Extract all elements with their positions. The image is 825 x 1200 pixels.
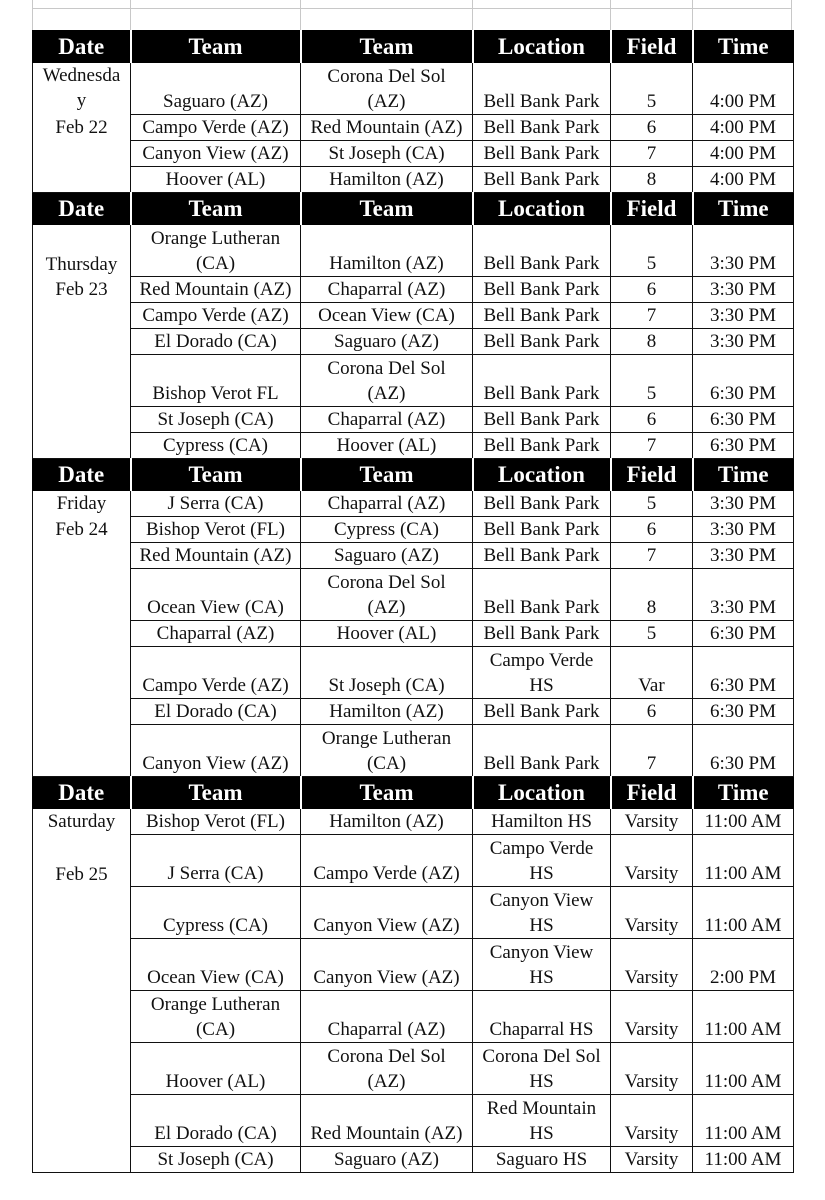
location-cell-line: Canyon View	[489, 890, 594, 911]
header-team-1: Team	[131, 777, 301, 809]
team-2-cell-line: Corona Del Sol	[327, 572, 446, 593]
team-2-cell: Chaparral (AZ)	[301, 277, 473, 303]
header-row	[33, 459, 794, 491]
time-cell: 6:30 PM	[693, 699, 794, 725]
location-cell-line: Campo Verde	[489, 838, 594, 859]
time-cell: 6:30 PM	[693, 725, 794, 777]
location-cell: Bell Bank Park	[473, 491, 611, 517]
top-ruled-row	[32, 0, 792, 31]
date-cell	[33, 303, 131, 329]
table-row	[33, 621, 794, 647]
table-row	[33, 277, 794, 303]
time-cell: 3:30 PM	[693, 543, 794, 569]
team-1-cell: Hoover (AL)	[131, 1043, 301, 1095]
location-cell-line: Corona Del Sol	[482, 1046, 601, 1067]
field-cell: Varsity	[611, 1095, 693, 1147]
field-cell: 5	[611, 63, 693, 115]
field-cell: 7	[611, 141, 693, 167]
team-1-cell: Bishop Verot (FL)	[131, 809, 301, 835]
location-cell: Bell Bank Park	[473, 277, 611, 303]
field-cell: Varsity	[611, 835, 693, 887]
location-cell-line: HS	[529, 967, 554, 988]
team-2-cell: Red Mountain (AZ)	[301, 115, 473, 141]
header-row	[33, 31, 794, 63]
table-row	[33, 699, 794, 725]
date-cell	[33, 517, 131, 543]
location-cell-line: Campo Verde	[489, 650, 594, 671]
date-label: y	[76, 90, 87, 111]
time-cell: 3:30 PM	[693, 329, 794, 355]
table-row	[33, 1147, 794, 1173]
location-cell: Bell Bank Park	[473, 569, 611, 621]
table-row	[33, 725, 794, 777]
location-cell-line: HS	[529, 675, 554, 696]
field-cell: 5	[611, 225, 693, 277]
time-cell: 4:00 PM	[693, 167, 794, 193]
team-2-cell: Red Mountain (AZ)	[301, 1095, 473, 1147]
header-date: Date	[33, 777, 131, 809]
team-2-cell-line: Corona Del Sol	[327, 358, 446, 379]
field-cell: 7	[611, 303, 693, 329]
table-row	[33, 517, 794, 543]
date-label: Friday	[56, 493, 107, 514]
date-cell	[33, 887, 131, 939]
date-cell	[33, 543, 131, 569]
team-2-cell	[301, 569, 473, 621]
team-2-cell: Hamilton (AZ)	[301, 699, 473, 725]
field-cell: 6	[611, 699, 693, 725]
time-cell: 6:30 PM	[693, 621, 794, 647]
divider	[32, 0, 33, 30]
time-cell: 11:00 AM	[693, 1043, 794, 1095]
location-cell	[473, 1043, 611, 1095]
date-cell	[33, 725, 131, 777]
location-cell: Bell Bank Park	[473, 407, 611, 433]
date-cell	[33, 569, 131, 621]
header-field: Field	[611, 193, 693, 225]
date-cell	[33, 407, 131, 433]
header-location: Location	[473, 459, 611, 491]
time-cell: 3:30 PM	[693, 225, 794, 277]
team-1-cell: Saguaro (AZ)	[131, 63, 301, 115]
time-cell: 6:30 PM	[693, 355, 794, 407]
location-cell: Chaparral HS	[473, 991, 611, 1043]
header-time: Time	[693, 777, 794, 809]
date-cell	[33, 809, 131, 835]
table-row	[33, 63, 794, 115]
table-row	[33, 835, 794, 887]
time-cell: 3:30 PM	[693, 569, 794, 621]
team-2-cell	[301, 355, 473, 407]
header-location: Location	[473, 193, 611, 225]
team-1-cell: Hoover (AL)	[131, 167, 301, 193]
field-cell: 6	[611, 115, 693, 141]
team-2-cell: Saguaro (AZ)	[301, 1147, 473, 1173]
divider	[300, 0, 301, 30]
team-2-cell	[301, 63, 473, 115]
team-2-cell: Hamilton (AZ)	[301, 225, 473, 277]
team-2-cell: Hamilton (AZ)	[301, 167, 473, 193]
team-2-cell: St Joseph (CA)	[301, 141, 473, 167]
location-cell-line: HS	[529, 915, 554, 936]
header-date: Date	[33, 193, 131, 225]
field-cell: 8	[611, 569, 693, 621]
field-cell: 6	[611, 407, 693, 433]
team-1-cell: Cypress (CA)	[131, 887, 301, 939]
location-cell-line: Red Mountain	[486, 1098, 597, 1119]
location-cell	[473, 939, 611, 991]
team-1-cell: Campo Verde (AZ)	[131, 115, 301, 141]
location-cell	[473, 1095, 611, 1147]
field-cell: Varsity	[611, 1147, 693, 1173]
date-cell	[33, 277, 131, 303]
field-cell: 7	[611, 543, 693, 569]
header-location: Location	[473, 31, 611, 63]
header-team-1: Team	[131, 31, 301, 63]
team-1-cell: Bishop Verot FL	[131, 355, 301, 407]
divider	[610, 0, 611, 30]
divider	[32, 8, 792, 9]
table-row	[33, 225, 794, 277]
field-cell: 5	[611, 355, 693, 407]
team-1-cell-line: (CA)	[195, 253, 236, 274]
team-2-cell: Chaparral (AZ)	[301, 491, 473, 517]
header-team-2: Team	[301, 459, 473, 491]
field-cell: Varsity	[611, 939, 693, 991]
team-2-cell-line: (AZ)	[367, 383, 406, 404]
date-cell	[33, 63, 131, 115]
date-label: Feb 24	[55, 518, 108, 540]
team-1-cell: J Serra (CA)	[131, 835, 301, 887]
table-row	[33, 809, 794, 835]
table-row	[33, 991, 794, 1043]
date-label: Saturday	[47, 811, 116, 832]
date-cell	[33, 991, 131, 1043]
location-cell: Bell Bank Park	[473, 329, 611, 355]
schedule-table	[32, 30, 794, 1173]
team-1-cell: El Dorado (CA)	[131, 699, 301, 725]
team-2-cell: Hoover (AL)	[301, 433, 473, 459]
location-cell-line: HS	[529, 863, 554, 884]
team-2-cell: Canyon View (AZ)	[301, 887, 473, 939]
team-2-cell	[301, 1043, 473, 1095]
team-2-cell-line: (AZ)	[367, 1071, 406, 1092]
team-1-cell: Campo Verde (AZ)	[131, 303, 301, 329]
location-cell	[473, 887, 611, 939]
date-cell	[33, 939, 131, 991]
header-team-2: Team	[301, 31, 473, 63]
team-1-cell	[131, 991, 301, 1043]
date-cell	[33, 1043, 131, 1095]
team-1-cell	[131, 225, 301, 277]
team-2-cell: Hoover (AL)	[301, 621, 473, 647]
location-cell: Saguaro HS	[473, 1147, 611, 1173]
team-2-cell-line: (CA)	[366, 753, 407, 774]
team-1-cell: Canyon View (AZ)	[131, 141, 301, 167]
team-2-cell: Chaparral (AZ)	[301, 991, 473, 1043]
team-2-cell: Cypress (CA)	[301, 517, 473, 543]
team-1-cell-line: Orange Lutheran	[150, 994, 281, 1015]
team-2-cell: St Joseph (CA)	[301, 647, 473, 699]
field-cell: Varsity	[611, 1043, 693, 1095]
location-cell: Bell Bank Park	[473, 621, 611, 647]
date-cell	[33, 355, 131, 407]
header-row	[33, 777, 794, 809]
date-label: Feb 25	[55, 863, 108, 885]
table-row	[33, 1043, 794, 1095]
header-team-2: Team	[301, 193, 473, 225]
team-2-cell-line: (AZ)	[367, 597, 406, 618]
team-2-cell-line: Corona Del Sol	[327, 66, 446, 87]
team-1-cell: Ocean View (CA)	[131, 939, 301, 991]
date-label: Wednesda	[42, 65, 121, 86]
time-cell: 3:30 PM	[693, 277, 794, 303]
date-cell	[33, 1095, 131, 1147]
divider	[472, 0, 473, 30]
table-row	[33, 141, 794, 167]
date-cell	[33, 621, 131, 647]
location-cell: Bell Bank Park	[473, 63, 611, 115]
field-cell: 5	[611, 621, 693, 647]
location-cell: Bell Bank Park	[473, 725, 611, 777]
location-cell-line: HS	[529, 1071, 554, 1092]
location-cell: Bell Bank Park	[473, 141, 611, 167]
location-cell-line: Canyon View	[489, 942, 594, 963]
team-1-cell: El Dorado (CA)	[131, 329, 301, 355]
header-date: Date	[33, 459, 131, 491]
table-row	[33, 569, 794, 621]
team-1-cell: Cypress (CA)	[131, 433, 301, 459]
date-cell	[33, 491, 131, 517]
location-cell: Bell Bank Park	[473, 167, 611, 193]
date-cell	[33, 433, 131, 459]
date-cell	[33, 225, 131, 277]
field-cell: 7	[611, 433, 693, 459]
table-row	[33, 355, 794, 407]
date-label: Thursday	[45, 253, 118, 275]
location-cell: Hamilton HS	[473, 809, 611, 835]
date-cell	[33, 699, 131, 725]
date-cell	[33, 1147, 131, 1173]
team-1-cell-line: (CA)	[195, 1019, 236, 1040]
divider	[130, 0, 131, 30]
table-row	[33, 115, 794, 141]
field-cell: 8	[611, 329, 693, 355]
table-row	[33, 329, 794, 355]
team-2-cell: Hamilton (AZ)	[301, 809, 473, 835]
team-1-cell: J Serra (CA)	[131, 491, 301, 517]
header-date: Date	[33, 31, 131, 63]
time-cell: 11:00 AM	[693, 1147, 794, 1173]
team-1-cell-line: Orange Lutheran	[150, 228, 281, 249]
time-cell: 11:00 AM	[693, 1095, 794, 1147]
header-time: Time	[693, 193, 794, 225]
time-cell: 4:00 PM	[693, 115, 794, 141]
team-2-cell: Saguaro (AZ)	[301, 329, 473, 355]
field-cell: 6	[611, 277, 693, 303]
table-row	[33, 433, 794, 459]
location-cell	[473, 647, 611, 699]
time-cell: 3:30 PM	[693, 303, 794, 329]
time-cell: 6:30 PM	[693, 647, 794, 699]
table-row	[33, 647, 794, 699]
table-row	[33, 887, 794, 939]
date-cell	[33, 167, 131, 193]
table-row	[33, 543, 794, 569]
date-cell	[33, 329, 131, 355]
team-2-cell	[301, 725, 473, 777]
team-1-cell: Bishop Verot (FL)	[131, 517, 301, 543]
field-cell: Varsity	[611, 809, 693, 835]
date-label: Feb 22	[55, 116, 108, 138]
team-2-cell: Chaparral (AZ)	[301, 407, 473, 433]
field-cell: Var	[611, 647, 693, 699]
header-team-2: Team	[301, 777, 473, 809]
header-location: Location	[473, 777, 611, 809]
header-field: Field	[611, 459, 693, 491]
time-cell: 11:00 AM	[693, 809, 794, 835]
field-cell: 5	[611, 491, 693, 517]
location-cell: Bell Bank Park	[473, 303, 611, 329]
field-cell: 8	[611, 167, 693, 193]
header-row	[33, 193, 794, 225]
location-cell: Bell Bank Park	[473, 699, 611, 725]
date-label: Feb 23	[55, 278, 108, 300]
time-cell: 3:30 PM	[693, 491, 794, 517]
location-cell: Bell Bank Park	[473, 517, 611, 543]
date-cell	[33, 835, 131, 887]
team-1-cell: Chaparral (AZ)	[131, 621, 301, 647]
team-1-cell: Campo Verde (AZ)	[131, 647, 301, 699]
team-2-cell: Saguaro (AZ)	[301, 543, 473, 569]
team-1-cell: Red Mountain (AZ)	[131, 543, 301, 569]
team-1-cell: Ocean View (CA)	[131, 569, 301, 621]
team-1-cell: Canyon View (AZ)	[131, 725, 301, 777]
team-2-cell: Ocean View (CA)	[301, 303, 473, 329]
time-cell: 4:00 PM	[693, 141, 794, 167]
date-cell	[33, 647, 131, 699]
field-cell: Varsity	[611, 991, 693, 1043]
team-1-cell: St Joseph (CA)	[131, 1147, 301, 1173]
team-2-cell: Canyon View (AZ)	[301, 939, 473, 991]
location-cell-line: HS	[529, 1123, 554, 1144]
time-cell: 11:00 AM	[693, 835, 794, 887]
time-cell: 11:00 AM	[693, 991, 794, 1043]
header-field: Field	[611, 777, 693, 809]
location-cell: Bell Bank Park	[473, 225, 611, 277]
field-cell: Varsity	[611, 887, 693, 939]
date-cell	[33, 141, 131, 167]
time-cell: 6:30 PM	[693, 433, 794, 459]
table-row	[33, 1095, 794, 1147]
team-2-cell-line: Orange Lutheran	[321, 728, 452, 749]
table-row	[33, 303, 794, 329]
time-cell: 3:30 PM	[693, 517, 794, 543]
date-cell	[33, 115, 131, 141]
header-field: Field	[611, 31, 693, 63]
team-2-cell-line: Corona Del Sol	[327, 1046, 446, 1067]
table-row	[33, 939, 794, 991]
team-1-cell: El Dorado (CA)	[131, 1095, 301, 1147]
location-cell: Bell Bank Park	[473, 355, 611, 407]
table-row	[33, 491, 794, 517]
location-cell: Bell Bank Park	[473, 433, 611, 459]
header-team-1: Team	[131, 193, 301, 225]
location-cell	[473, 835, 611, 887]
team-2-cell: Campo Verde (AZ)	[301, 835, 473, 887]
field-cell: 7	[611, 725, 693, 777]
header-time: Time	[693, 31, 794, 63]
time-cell: 2:00 PM	[693, 939, 794, 991]
team-2-cell-line: (AZ)	[367, 91, 406, 112]
location-cell: Bell Bank Park	[473, 543, 611, 569]
team-1-cell: Red Mountain (AZ)	[131, 277, 301, 303]
table-row	[33, 167, 794, 193]
header-time: Time	[693, 459, 794, 491]
table-row	[33, 407, 794, 433]
time-cell: 6:30 PM	[693, 407, 794, 433]
team-1-cell: St Joseph (CA)	[131, 407, 301, 433]
time-cell: 4:00 PM	[693, 63, 794, 115]
field-cell: 6	[611, 517, 693, 543]
divider	[791, 0, 792, 30]
location-cell: Bell Bank Park	[473, 115, 611, 141]
header-team-1: Team	[131, 459, 301, 491]
time-cell: 11:00 AM	[693, 887, 794, 939]
divider	[692, 0, 693, 30]
